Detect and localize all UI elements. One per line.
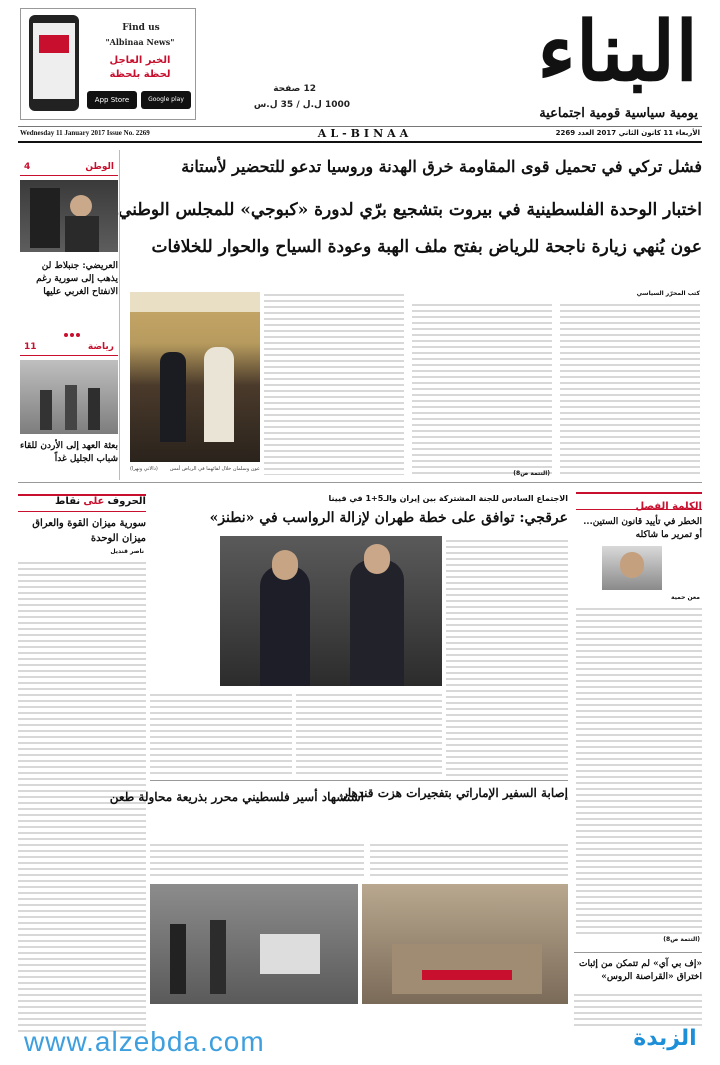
date-arabic: الأربعاء 11 كانون الثاني 2017 العدد 2269 xyxy=(555,129,700,137)
tagline: يومية سياسية قومية اجتماعية xyxy=(539,106,698,121)
phone-logo xyxy=(39,35,69,53)
opinion-right-headline[interactable]: الخطر في تأييد قانون الستين... أو تمرير ما شاكله xyxy=(583,517,702,540)
lead-continued: (التتمة ص8) xyxy=(513,470,550,477)
app-store-button[interactable]: App Store xyxy=(87,91,137,109)
section-rule xyxy=(18,482,702,483)
logo-text: البناء xyxy=(537,4,698,100)
side-bottom-photo xyxy=(20,360,118,434)
lead-headline-3: عون يُنهي زيارة ناجحة للرياض بفتح ملف الهبة وعودة السياح والحوار للخلافات xyxy=(151,237,702,257)
opinion-right-section: الكلمة الفصل xyxy=(635,501,702,512)
opinion-left-section-post: الحروف xyxy=(107,496,146,507)
lead-byline: كتب المحرّر السياسي xyxy=(636,290,700,297)
lead-body-col2 xyxy=(412,300,552,475)
side-bottom-section-label: رياضة xyxy=(87,342,114,352)
app-promo-box[interactable] xyxy=(20,8,196,120)
bbc-headline[interactable]: «إف بي آي» لم تتمكن من إثبات اختراق «القراصنة الروس» xyxy=(578,959,702,982)
masthead-logo xyxy=(392,2,698,108)
separator-dots xyxy=(52,322,92,341)
phone-image xyxy=(29,15,79,111)
watermark-logo: الزبدة xyxy=(633,1026,697,1051)
prisoner-headline[interactable]: استشهاد أسير فلسطيني محرر بذريعة محاولة طعن xyxy=(109,790,364,804)
lead-body-col1 xyxy=(560,300,700,475)
side-top-section[interactable] xyxy=(20,160,118,176)
vienna-headline[interactable]: عرقجي: توافق على خطة طهران لإزالة الرواسب في «نطنز» xyxy=(209,510,568,526)
uae-body xyxy=(370,840,568,880)
date-english: Wednesday 11 January 2017 Issue No. 2269 xyxy=(20,129,150,137)
side-top-photo xyxy=(20,180,118,252)
bottom-photo-right xyxy=(362,884,568,1004)
latin-name: AL-BINAA xyxy=(317,127,413,140)
promo-line2: لحظة بلحظة xyxy=(109,69,171,80)
lead-headline-1: فشل تركي في تحميل قوى المقاومة خرق الهدنة وروسيا تدعو للتحضير لأستانة xyxy=(181,157,702,176)
side-top-page: 4 xyxy=(24,162,31,172)
side-bottom-page: 11 xyxy=(24,342,37,352)
google-play-button[interactable]: Google play xyxy=(141,91,191,109)
opinion-right-body xyxy=(576,604,702,934)
opinion-right-author: معن حمية xyxy=(670,594,700,601)
pages-count: 12 صفحة xyxy=(273,84,316,94)
opinion-left-author: ناصر قنديل xyxy=(110,548,144,555)
bbc-body xyxy=(574,990,702,1026)
prisoner-body xyxy=(150,840,364,880)
opinion-left-headline[interactable]: سورية ميزان القوة والعراق ميزان الوحدة xyxy=(32,518,146,544)
vienna-body-mid xyxy=(296,690,442,776)
lead-body-col3 xyxy=(264,290,404,475)
vienna-body-left xyxy=(150,690,292,776)
opinion-right-author-photo xyxy=(602,546,662,590)
side-top-section-label: الوطن xyxy=(85,162,114,172)
side-bottom-headline[interactable]: بعثة العهد إلى الأردن للقاء شباب الجليل غداً xyxy=(20,441,118,464)
side-bottom-section[interactable] xyxy=(20,340,118,356)
promo-line1: الخبر العاجل xyxy=(109,55,171,66)
vienna-body-right xyxy=(446,536,568,776)
masthead-rule-bottom xyxy=(18,141,702,143)
uae-headline[interactable]: إصابة السفير الإماراتي بتفجيرات هزت قندهار xyxy=(342,786,568,800)
lead-photo-credit: (دالاتي ونهرا) xyxy=(130,466,158,472)
opinion-left-header xyxy=(18,494,146,512)
opinion-right-header xyxy=(576,492,702,510)
app-name-text: "Albinaa News" xyxy=(105,37,175,47)
side-top-headline[interactable]: العريضي: جنبلاط لن يذهب إلى سورية رغم الانفتاح الغربي عليها xyxy=(36,261,118,297)
bottom-photo-left xyxy=(150,884,358,1004)
lead-headline-2: اختبار الوحدة الفلسطينية في بيروت بتشجيع برّي لدورة «كبوجي» للمجلس الوطني xyxy=(118,200,702,220)
vienna-kicker: الاجتماع السادس للجنة المشتركة بين إيران والـ5+1 في فيينا xyxy=(328,494,568,503)
opinion-left-section-pre: نقاط xyxy=(55,496,81,507)
vienna-photo xyxy=(220,536,442,686)
lead-photo-caption: عون وسلمان خلال لقائهما في الرياض أمس xyxy=(169,466,260,472)
mid-rule xyxy=(150,780,568,781)
lead-photo xyxy=(130,292,260,462)
watermark-url: www.alzebda.com xyxy=(24,1026,265,1057)
find-us-text: Find us xyxy=(122,23,160,33)
bbc-rule xyxy=(574,952,702,953)
opinion-left-section-red: على xyxy=(83,496,105,507)
price: 1000 ل.ل / 35 ل.س xyxy=(253,100,350,110)
opinion-right-continued: (التتمة ص8) xyxy=(663,936,700,943)
